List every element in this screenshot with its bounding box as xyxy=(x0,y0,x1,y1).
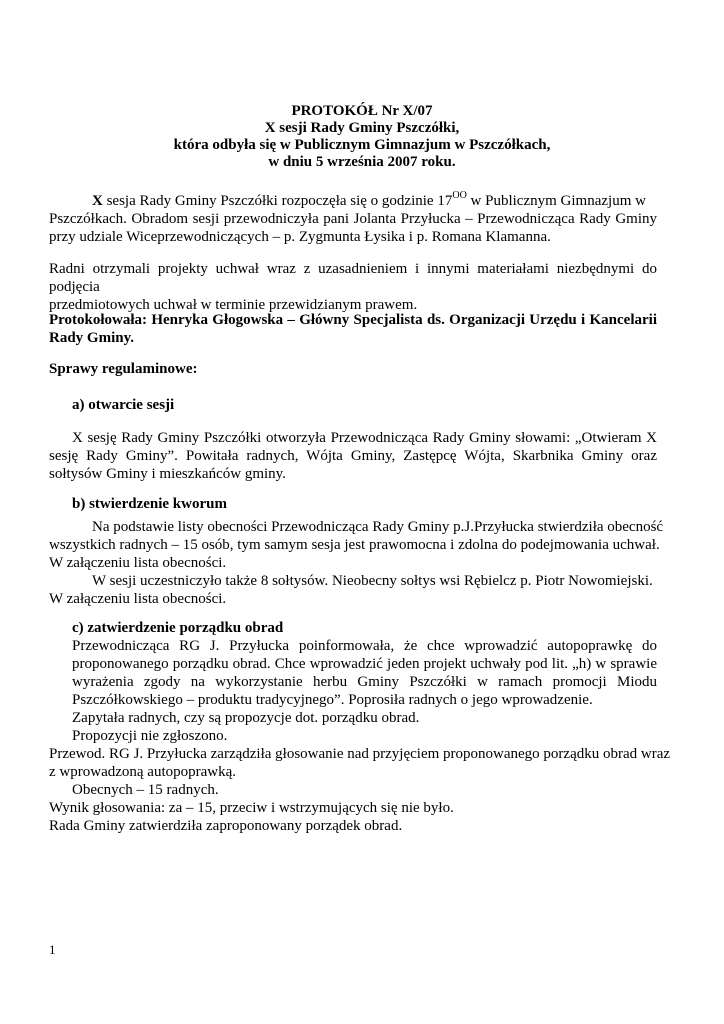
section-b-paragraph: Na podstawie listy obecności Przewodnicząca Rady Gminy p.J.Przyłucka stwierdziła obecność wszystkich radnych – 15 osób, tym samym sesja jest prawomocna i zdolna do podejmowania uchwał. W załączeniu lista obecności. W sesji uczestniczyło także 8 sołtysów. Nieobecny sołtys wsi Rębielcz p. Piotr Nowomiejski. W załączeniu lista obecności. xyxy=(49,519,664,607)
title-line: która odbyła się w Publicznym Gimnazjum w Pszczółkach, xyxy=(173,137,551,153)
title-line: w dniu 5 września 2007 roku. xyxy=(268,154,456,170)
section-b-heading: b) stwierdzenie kworum xyxy=(72,496,227,512)
page-number: 1 xyxy=(49,942,56,957)
section-a-paragraph: X sesję Rady Gminy Pszczółki otworzyła Przewodnicząca Rady Gminy słowami: „Otwieram X sesję Rady Gminy”. Powitała radnych, Wójta Gminy, Zastępcę Wójta, Skarbnika Gminy oraz sołtysów Gminy i mieszkańców gminy. xyxy=(49,430,657,482)
intro-paragraph: X sesja Rady Gminy Pszczółki rozpoczęła się o godzinie $17^{OO}$ w Publicznym Gimnazjum w Pszczółkach. Obradom sesji przewodniczyła pani Jolanta Przyłucka – Przewodnicząca Rady Gminy przy udziale Wiceprzewodniczących – p. Zygmunta Łysika i p. Romana Klamanna. xyxy=(49,190,657,245)
title-line: X sesji Rady Gminy Pszczółki, xyxy=(264,120,460,136)
section-a-heading: a) otwarcie sesji xyxy=(72,397,175,413)
regulatory-heading: Sprawy regulaminowe: xyxy=(49,361,198,377)
document-title xyxy=(0,103,724,171)
title-line: PROTOKÓŁ Nr X/07 xyxy=(291,103,433,119)
projects-paragraph: Radni otrzymali projekty uchwał wraz z uzasadnieniem i innymi materiałami niezbędnymi do podjęcia przedmiotowych uchwał w terminie przewidzianym prawem. xyxy=(49,261,657,313)
protocol-paragraph: Protokołowała: Henryka Głogowska – Główny Specjalista ds. Organizacji Urzędu i Kancelarii Rady Gminy. xyxy=(49,312,657,346)
section-c-paragraph: Przewodnicząca RG J. Przyłucka poinformowała, że chce wprowadzić autopoprawkę do proponowanego porządku obrad. Chce wprowadzić jeden projekt uchwały pod lit. „h) w sprawie wyrażenia zgody na wykorzystanie herbu Gminy Pszczółki w ramach promocji Miodu Pszczółkowskiego – produktu tradycyjnego”. Poprosiła radnych o jego wprowadzenie. Zapytała radnych, czy są propozycje dot. porządku obrad. Propozycji nie zgłoszono. Przewod. RG J. Przyłucka zarządziła głosowanie nad przyjęciem proponowanego porządku obrad wraz z wprowadzoną autopoprawką. Obecnych – 15 radnych. Wynik głosowania: za – 15, przeciw i wstrzymujących się nie było. Rada Gminy zatwierdziła zaproponowany porządek obrad. xyxy=(49,638,671,834)
section-c-heading: c) zatwierdzenie porządku obrad xyxy=(72,620,284,636)
session-numeral: X xyxy=(92,193,103,209)
